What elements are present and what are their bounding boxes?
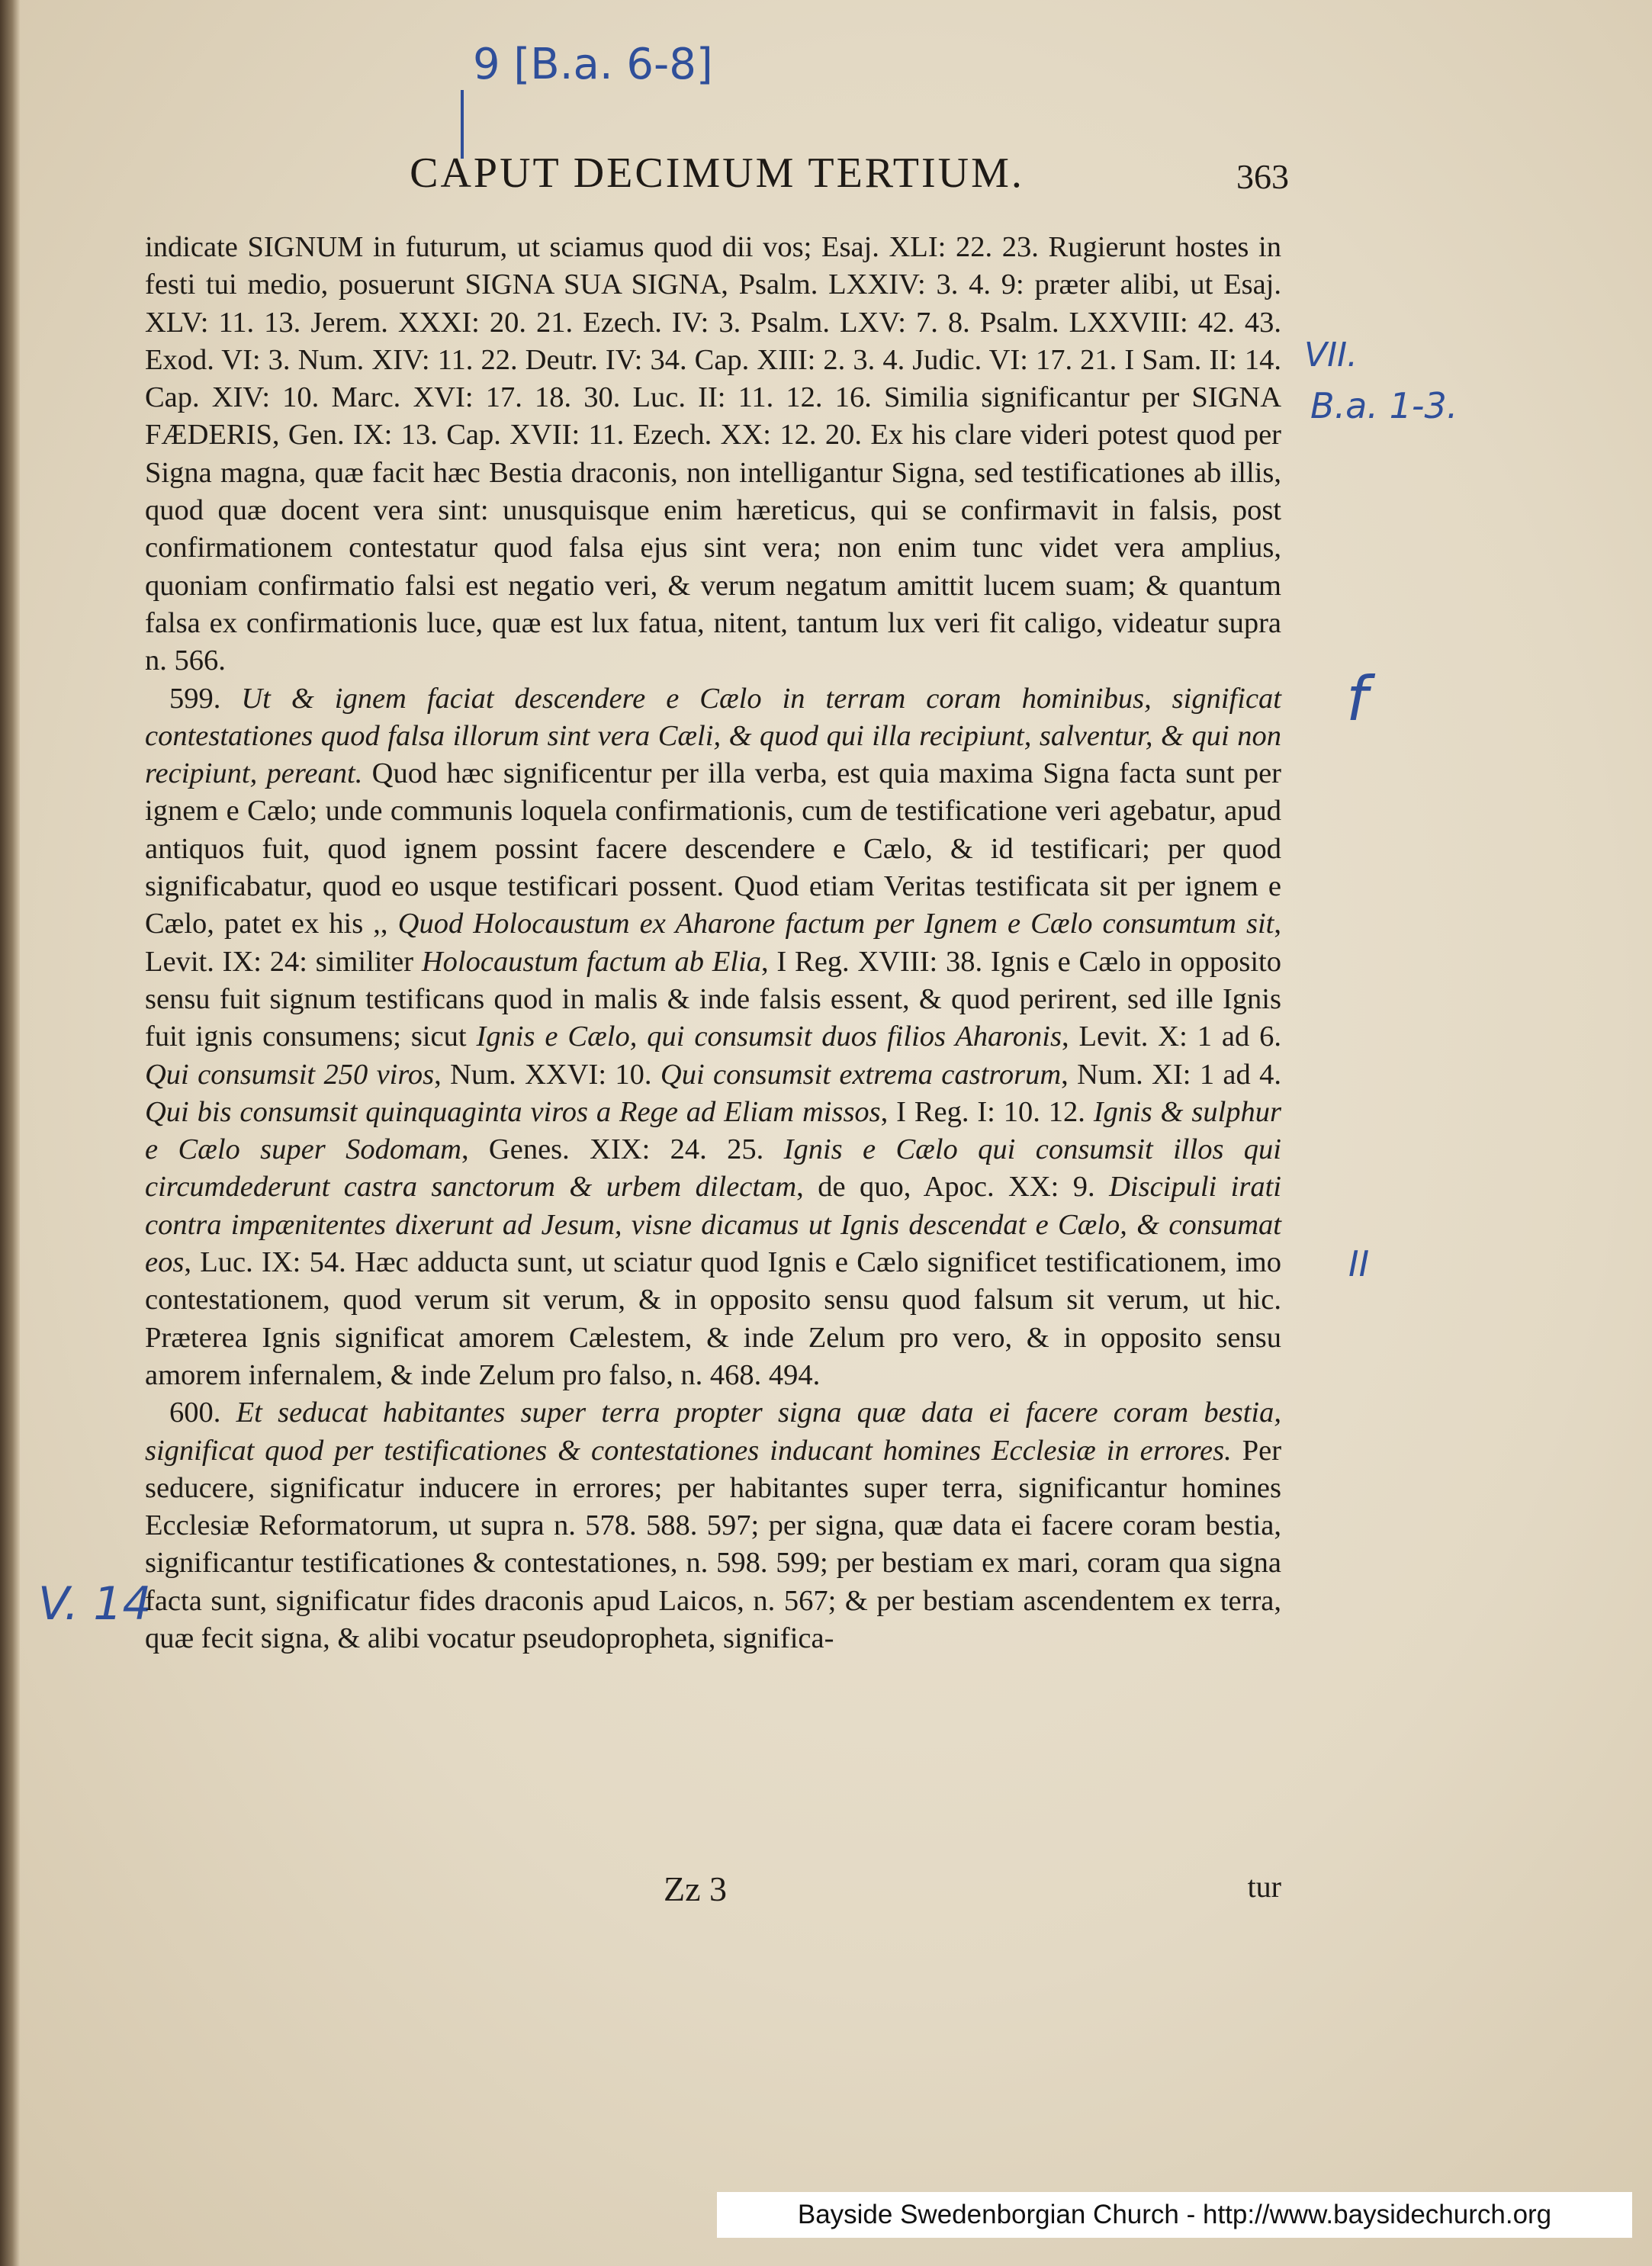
paragraph-continuation xyxy=(145,229,1281,680)
reference-text: , Num. XXVI: 10. xyxy=(434,1058,652,1091)
quote-text: Holocaustum factum ab Elia xyxy=(421,945,761,978)
page-number: 363 xyxy=(1236,157,1289,196)
reference-text: , de quo, Apoc. XX: 9. xyxy=(796,1171,1095,1204)
lemma-text: Ut & ignem faciat descendere e Cælo in terram coram hominibus, significat contestationes quod falsa illorum sint vera Cæli, & quod qui illa recipiunt, salventur, & qui non recipiunt, pereant. xyxy=(145,682,1281,790)
quote-text: Qui bis consumsit quinquaginta viros a Rege ad Eliam missos xyxy=(145,1095,881,1128)
book-spine-shadow xyxy=(0,0,20,2266)
page-header xyxy=(145,149,1289,210)
handwritten-call-number: 9 [B.a. 6-8] xyxy=(473,40,713,89)
catchword: tur xyxy=(1247,1869,1281,1904)
running-title: CAPUT DECIMUM TERTIUM. xyxy=(410,149,1024,197)
quote-text: Qui consumsit 250 viros xyxy=(145,1058,435,1091)
paragraph-600 xyxy=(145,1394,1281,1657)
handwritten-note-f: f xyxy=(1346,664,1368,734)
quote-text: Ignis e Cælo qui consumsit illos qui circumdederunt castra sanctorum & urbem dilectam xyxy=(145,1133,1282,1204)
handwritten-note-ii: II xyxy=(1348,1243,1370,1284)
section-number: 600. xyxy=(169,1397,221,1429)
reference-text: , Levit. IX: 24: similiter xyxy=(145,908,1281,978)
paragraph-text: , I Reg. XVIII: 38. Ignis e Cælo in opposito sensu fuit signum testificans quod in malis & inde falsis essent, & quod perirent, sed ille Ignis fuit ignis consumens; sicut xyxy=(145,945,1282,1053)
quote-text: Discipuli irati contra impænitentes dixerunt ad Jesum, visne dicamus ut Ignis descendat e Cælo, & consumat eos xyxy=(145,1171,1281,1279)
handwritten-note-ba: B.a. 1-3. xyxy=(1310,385,1458,426)
quote-text: Ignis e Cælo, qui consumsit duos filios Aharonis xyxy=(476,1021,1062,1053)
paragraph-text: , Luc. IX: 54. Hæc adducta sunt, ut sciatur quod Ignis e Cælo significet testificationem, imo contestationem, quod verum sit verum, & in opposito sensu quod falsum sit verum, ut hic. Præterea Ignis significat amorem Cælestem, & inde Zelum pro vero, & in opposito sensu amorem infernalem, & inde Zelum pro falso, n. 468. 494. xyxy=(145,1246,1281,1391)
reference-text: , I Reg. I: 10. 12. xyxy=(880,1095,1085,1128)
lemma-text: Et seducat habitantes super terra propter signa quæ data ei facere coram bestia, significat quod per testificationes & contestationes inducant homines Ecclesiæ in errores. xyxy=(145,1397,1281,1467)
reference-text: , Num. XI: 1 ad 4. xyxy=(1061,1058,1281,1091)
handwritten-note-vii: VII. xyxy=(1304,336,1358,374)
quote-text: Qui consumsit extrema castrorum xyxy=(660,1058,1062,1091)
paragraph-text: Per seducere, significatur inducere in errores; per habitantes super terra, significantur homines Ecclesiæ Reformatorum, ut supra n. 578. 588. 597; per signa, quæ data ei facere coram bestia, significantur testificationes & contestationes, n. 598. 599; per bestiam ex mari, coram qua signa facta sunt, significatur fides draconis apud Laicos, n. 567; & per bestiam ascendentem ex terra, quæ fecit signa, & alibi vocatur pseudopropheta, significa- xyxy=(145,1434,1282,1654)
paragraph-text: indicate SIGNUM in futurum, ut sciamus quod dii vos; Esaj. XLI: 22. 23. Rugierunt hostes in festi tui medio, posuerunt SIGNA SUA SIGNA, Psalm. LXXIV: 3. 4. 9: præter alibi, ut Esaj. XLV: 11. 13. Jerem. XXXI: 20. 21. Ezech. IV: 3. Psalm. LXV: 7. 8. Psalm. LXXVIII: 42. 43. Exod. VI: 3. Num. XIV: 11. 22. Deutr. IV: 34. Cap. XIII: 2. 3. 4. Judic. VI: 17. 21. I Sam. II: 14. Cap. XIV: 10. Marc. XVI: 17. 18. 30. Luc. II: 11. 12. 16. Similia significantur per SIGNA FÆDERIS, Gen. IX: 13. Cap. XVII: 11. Ezech. XX: 12. 20. Ex his clare videri potest quod per Signa magna, quæ facit hæc Bestia draconis, non intelligantur Signa, sed testificationes ab illis, quod quæ docent vera sint: unusquisque enim hæreticus, qui se confirmavit in falsis, post confirmationem contestatur quod falsa ejus sint vera; non enim tunc videt vera amplius, quoniam confirmatio falsi est negatio veri, & verum negatum amittit lucem suam; & quantum falsa ex confirmationis luce, quæ est lux fatua, nitent, tantum lux veri fit caligo, videatur supra n. 566. xyxy=(145,231,1281,677)
reference-text: , Levit. X: 1 ad 6. xyxy=(1061,1021,1281,1053)
page-footer xyxy=(145,1869,1281,1914)
paragraph-text: Quod hæc significentur per illa verba, est quia maxima Signa facta sunt per ignem e Cælo; unde communis loquela confirmationis, cum de testificatione veri agebatur, apud antiquos fuit, quod ignem possint facere descendere e Cælo, & id testificari; per quod significabatur, quod eo usque testificari possent. Quod etiam Veritas testificata sit per ignem e Cælo, patet ex his ,, xyxy=(145,757,1282,940)
source-watermark: Bayside Swedenborgian Church - http://www.baysidechurch.org xyxy=(717,2192,1632,2238)
reference-text: , Genes. XIX: 24. 25. xyxy=(461,1133,764,1166)
handwritten-note-v14: V. 14 xyxy=(38,1577,152,1631)
quote-text: Ignis & sulphur e Cælo super Sodomam xyxy=(145,1095,1282,1166)
quote-text: Quod Holocaustum ex Aharone factum per Ignem e Cælo consumtum sit xyxy=(397,908,1274,940)
printer-signature: Zz 3 xyxy=(664,1869,728,1908)
paragraph-599 xyxy=(145,680,1281,1395)
body-text xyxy=(145,229,1281,1657)
section-number: 599. xyxy=(169,682,221,715)
